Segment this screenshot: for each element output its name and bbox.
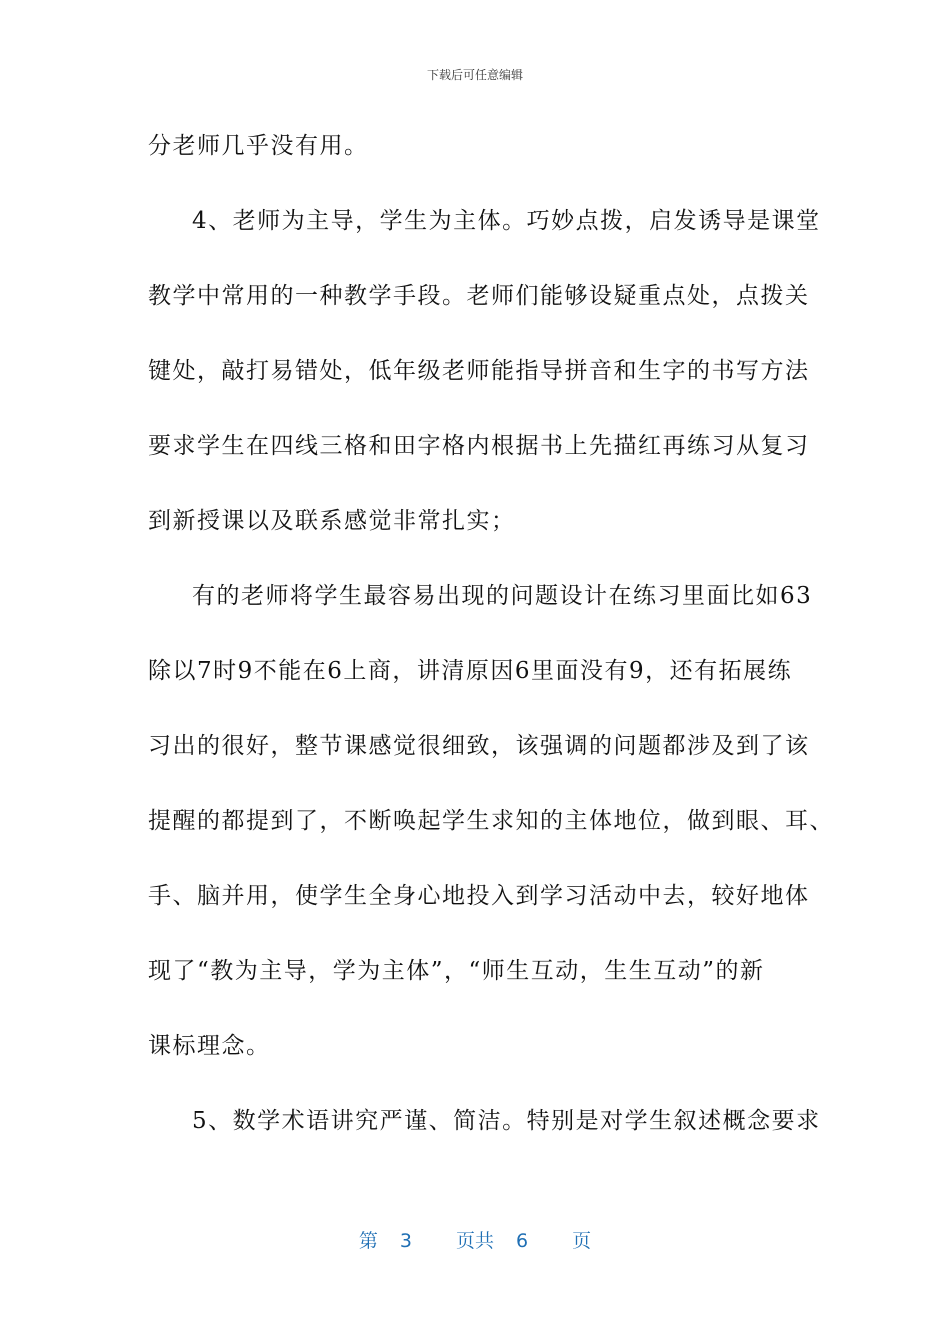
text-line: 5、数学术语讲究严谨、简洁。特别是对学生叙述概念要求 xyxy=(192,1108,821,1134)
text-line: 分老师几乎没有用。 xyxy=(148,133,369,159)
text-line: 提醒的都提到了，不断唤起学生求知的主体地位，做到眼、耳、 xyxy=(148,808,834,834)
text-line: 有的老师将学生最容易出现的问题设计在练习里面比如63 xyxy=(192,583,813,609)
footer-middle: 页共 xyxy=(455,1230,494,1252)
current-page-number: 3 xyxy=(399,1230,412,1252)
text-line: 4、老师为主导，学生为主体。巧妙点拨，启发诱导是课堂 xyxy=(192,208,821,234)
text-line: 习出的很好，整节课感觉很细致，该强调的问题都涉及到了该 xyxy=(148,733,810,759)
text-line: 到新授课以及联系感觉非常扎实； xyxy=(148,508,516,534)
text-line: 现了“教为主导，学为主体”，“师生互动，生生互动”的新 xyxy=(148,958,765,984)
page-footer xyxy=(0,1226,950,1253)
text-line: 键处，敲打易错处，低年级老师能指导拼音和生字的书写方法 xyxy=(148,358,810,384)
text-line: 课标理念。 xyxy=(148,1033,271,1059)
text-line: 除以7时9不能在6上商，讲清原因6里面没有9，还有拓展练 xyxy=(148,658,793,684)
total-pages-number: 6 xyxy=(516,1230,529,1252)
footer-prefix: 第 xyxy=(358,1230,378,1252)
text-line: 教学中常用的一种教学手段。老师们能够设疑重点处，点拨关 xyxy=(148,283,810,309)
footer-suffix: 页 xyxy=(572,1230,592,1252)
text-line: 要求学生在四线三格和田字格内根据书上先描红再练习从复习 xyxy=(148,433,810,459)
text-line: 手、脑并用，使学生全身心地投入到学习活动中去，较好地体 xyxy=(148,883,810,909)
page-header-note: 下载后可任意编辑 xyxy=(426,68,523,82)
